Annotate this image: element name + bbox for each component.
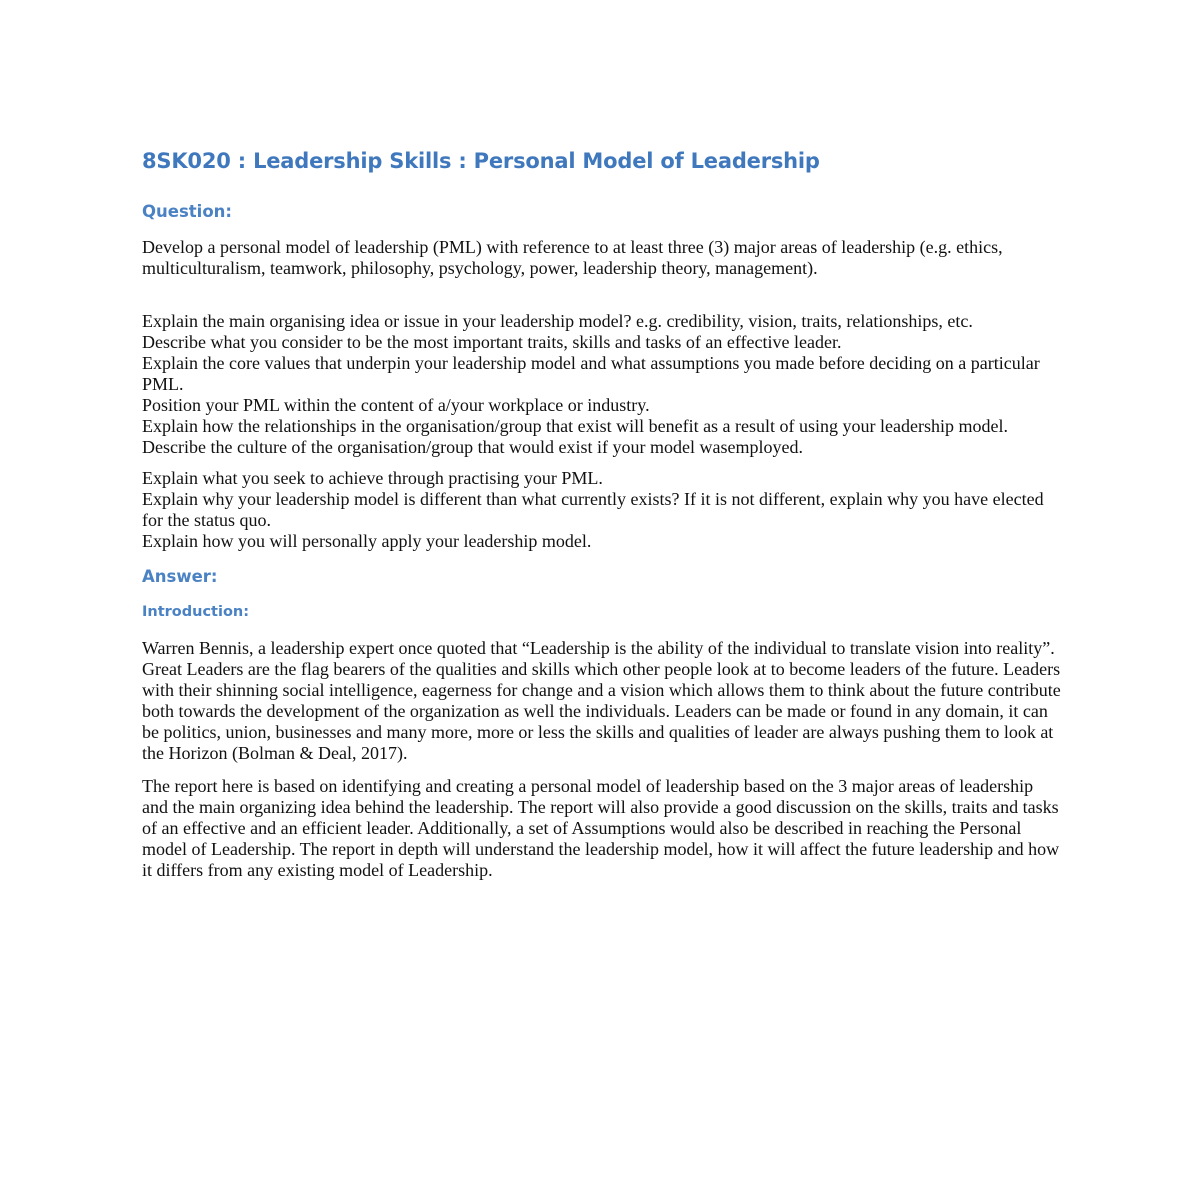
answer-heading: Answer: <box>142 567 218 586</box>
question-heading: Question: <box>142 202 233 221</box>
task-item: Describe what you consider to be the most important traits, skills and tasks of an effective leader. <box>142 332 842 352</box>
introduction-heading: Introduction: <box>142 604 250 620</box>
task-list-2 <box>142 468 1062 552</box>
task-item: Explain the main organising idea or issue in your leadership model? e.g. credibility, vision, traits, relationships, etc. <box>142 311 973 331</box>
task-list-1 <box>142 311 1062 458</box>
question-text: Develop a personal model of leadership (PML) with reference to at least three (3) major areas of leadership (e.g. ethics, multiculturalism, teamwork, philosophy, psychology, power, leadership theory, management). <box>142 237 1003 278</box>
task-item: Explain what you seek to achieve through practising your PML. <box>142 468 603 488</box>
intro-paragraph-1: Warren Bennis, a leadership expert once quoted that “Leadership is the ability of the individual to translate vision into reality”. Great Leaders are the flag bearers of the qualities and skills which other people look at to become leaders of the future. Leaders with their shinning social intelligence, eagerness for change and a vision which allows them to think about the future contribute both towards the development of the organization as well the individuals. Leaders can be made or found in any domain, it can be politics, union, businesses and many more, more or less the skills and qualities of leader are always pushing them to look at the Horizon (Bolman & Deal, 2017). <box>142 638 1061 763</box>
task-item: Explain the core values that underpin your leadership model and what assumptions you made before deciding on a particular PML. <box>142 353 1040 394</box>
document-title: 8SK020 : Leadership Skills : Personal Model of Leadership <box>142 149 820 173</box>
task-item: Describe the culture of the organisation/group that would exist if your model wasemployed. <box>142 437 804 457</box>
task-item: Position your PML within the content of a/your workplace or industry. <box>142 395 650 415</box>
task-item: Explain why your leadership model is different than what currently exists? If it is not different, explain why you have elected for the status quo. <box>142 489 1044 530</box>
intro-paragraph-2: The report here is based on identifying and creating a personal model of leadership based on the 3 major areas of leadership and the main organizing idea behind the leadership. The report will also provide a good discussion on the skills, traits and tasks of an effective and an efficient leader. Additionally, a set of Assumptions would also be described in reaching the Personal model of Leadership. The report in depth will understand the leadership model, how it will affect the future leadership and how it differs from any existing model of Leadership. <box>142 776 1060 880</box>
task-item: Explain how the relationships in the organisation/group that exist will benefit as a result of using your leadership model. <box>142 416 1008 436</box>
document-page <box>142 145 1062 881</box>
task-item: Explain how you will personally apply your leadership model. <box>142 531 592 551</box>
